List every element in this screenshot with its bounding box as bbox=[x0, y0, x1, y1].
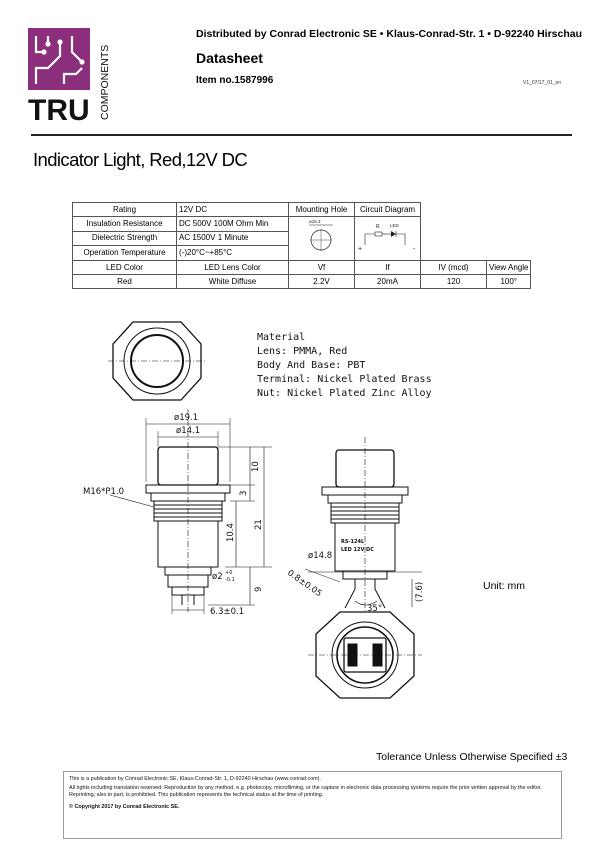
unit-label: Unit: mm bbox=[483, 580, 525, 592]
table-row bbox=[73, 261, 531, 275]
dim-pin-tol-dn: -0.1 bbox=[225, 577, 235, 583]
mounting-hole-header: Mounting Hole bbox=[289, 203, 355, 217]
material-lens: Lens: PMMA, Red bbox=[257, 346, 348, 357]
footer-rights: All rights including translation reserved. Reproduction by any method, e.g. photocopy, microfilming, or the capture in electronic data processing systems require the prior written approval by the editor. Reprinting, also in part, is prohibited. This publication represents the technical status at the time of printing. bbox=[69, 785, 542, 798]
dim-a35: 35° bbox=[367, 604, 383, 614]
table-header: LED Lens Color bbox=[177, 261, 289, 275]
table-header: View Angle bbox=[487, 261, 531, 275]
body-marking-2: LED 12V DC bbox=[341, 547, 374, 553]
table-row bbox=[73, 275, 531, 289]
distributor-line: Distributed by Conrad Electronic SE • Klaus-Conrad-Str. 1 • D-92240 Hirschau bbox=[196, 28, 583, 40]
dim-h76: (7.6) bbox=[415, 581, 425, 602]
dim-d148: ø14.8 bbox=[308, 551, 333, 561]
spec-table bbox=[72, 202, 531, 289]
dim-d191: ø19.1 bbox=[174, 413, 199, 423]
table-cell: Red bbox=[73, 275, 177, 289]
mounting-hole-dim: ø16.3 bbox=[309, 219, 321, 224]
doc-type-title: Datasheet bbox=[196, 50, 263, 66]
footer-copyright: © Copyright 2017 by Conrad Electronic SE. bbox=[69, 804, 180, 810]
side-view bbox=[110, 409, 272, 614]
dim-h21: 21 bbox=[254, 519, 264, 530]
dim-h3: 3 bbox=[239, 490, 249, 496]
header-divider bbox=[31, 134, 572, 136]
table-cell: 2.2V bbox=[289, 275, 355, 289]
footer-publisher: This is a publication by Conrad Electronic SE, Klaus-Conrad-Str. 1, D-92240 Hirschau (www.conrad.com). bbox=[69, 776, 321, 782]
circuit-r-label: R bbox=[376, 224, 380, 230]
circuit-led-label: LED bbox=[390, 223, 399, 228]
spec-label: Rating bbox=[73, 203, 177, 217]
spec-value: (-)20°C~+85°C bbox=[177, 246, 289, 261]
table-header: LED Color bbox=[73, 261, 177, 275]
footer-box bbox=[63, 771, 562, 839]
tru-components-logo bbox=[28, 28, 116, 124]
table-header: Vf bbox=[289, 261, 355, 275]
material-terminal: Terminal: Nickel Plated Brass bbox=[257, 374, 432, 385]
table-cell: White Diffuse bbox=[177, 275, 289, 289]
circuit-minus: - bbox=[413, 246, 416, 253]
version-code: V1_07/17_01_en bbox=[523, 80, 562, 86]
dim-pin-tol-up: +0 bbox=[225, 570, 233, 576]
dim-pin: ø2 bbox=[212, 572, 223, 582]
dim-h104: 10.4 bbox=[226, 523, 236, 542]
spec-label: Operation Temperature bbox=[73, 246, 177, 261]
circuit-diagram bbox=[355, 217, 420, 256]
dim-thread: M16*P1.0 bbox=[83, 487, 125, 497]
table-header: IV (mcd) bbox=[421, 261, 487, 275]
mounting-hole-diagram bbox=[289, 217, 354, 256]
table-cell: 100° bbox=[487, 275, 531, 289]
spec-label: Insulation Resistance bbox=[73, 217, 177, 232]
mounting-hole-cell bbox=[289, 217, 355, 261]
spec-value: 12V DC bbox=[177, 203, 289, 217]
top-view bbox=[108, 322, 206, 400]
dim-h9: 9 bbox=[254, 586, 264, 592]
empty-cell bbox=[421, 203, 531, 261]
table-cell: 20mA bbox=[355, 275, 421, 289]
product-title: Indicator Light, Red,12V DC bbox=[33, 149, 248, 170]
technical-drawing bbox=[50, 312, 550, 704]
table-row bbox=[73, 203, 531, 217]
material-body: Body And Base: PBT bbox=[257, 360, 366, 371]
dim-d141: ø14.1 bbox=[176, 426, 201, 436]
circuit-diagram-cell bbox=[355, 217, 421, 261]
tolerance-note: Tolerance Unless Otherwise Specified ±3 bbox=[376, 751, 568, 763]
material-heading: Material bbox=[257, 332, 306, 343]
logo-subtext: COMPONENTS bbox=[99, 44, 111, 120]
dim-h10: 10 bbox=[251, 461, 261, 472]
spec-label: Dielectric Strength bbox=[73, 231, 177, 246]
logo-text: TRU bbox=[28, 94, 90, 124]
table-cell: 120 bbox=[421, 275, 487, 289]
dim-t08: 0.8±0.05 bbox=[285, 568, 324, 600]
circuit-diagram-header: Circuit Diagram bbox=[355, 203, 421, 217]
circuit-plus: + bbox=[358, 246, 363, 253]
material-nut: Nut: Nickel Plated Zinc Alloy bbox=[257, 388, 432, 399]
table-header: If bbox=[355, 261, 421, 275]
front-view bbox=[305, 437, 422, 612]
body-marking-1: RS-124L bbox=[341, 539, 365, 545]
spec-value: AC 1500V 1 Minute bbox=[177, 231, 289, 246]
item-number: Item no.1587996 bbox=[196, 75, 274, 86]
dim-w63: 6.3±0.1 bbox=[210, 607, 245, 617]
spec-value: DC 500V 100M Ohm Min bbox=[177, 217, 289, 232]
bottom-view bbox=[308, 612, 422, 698]
